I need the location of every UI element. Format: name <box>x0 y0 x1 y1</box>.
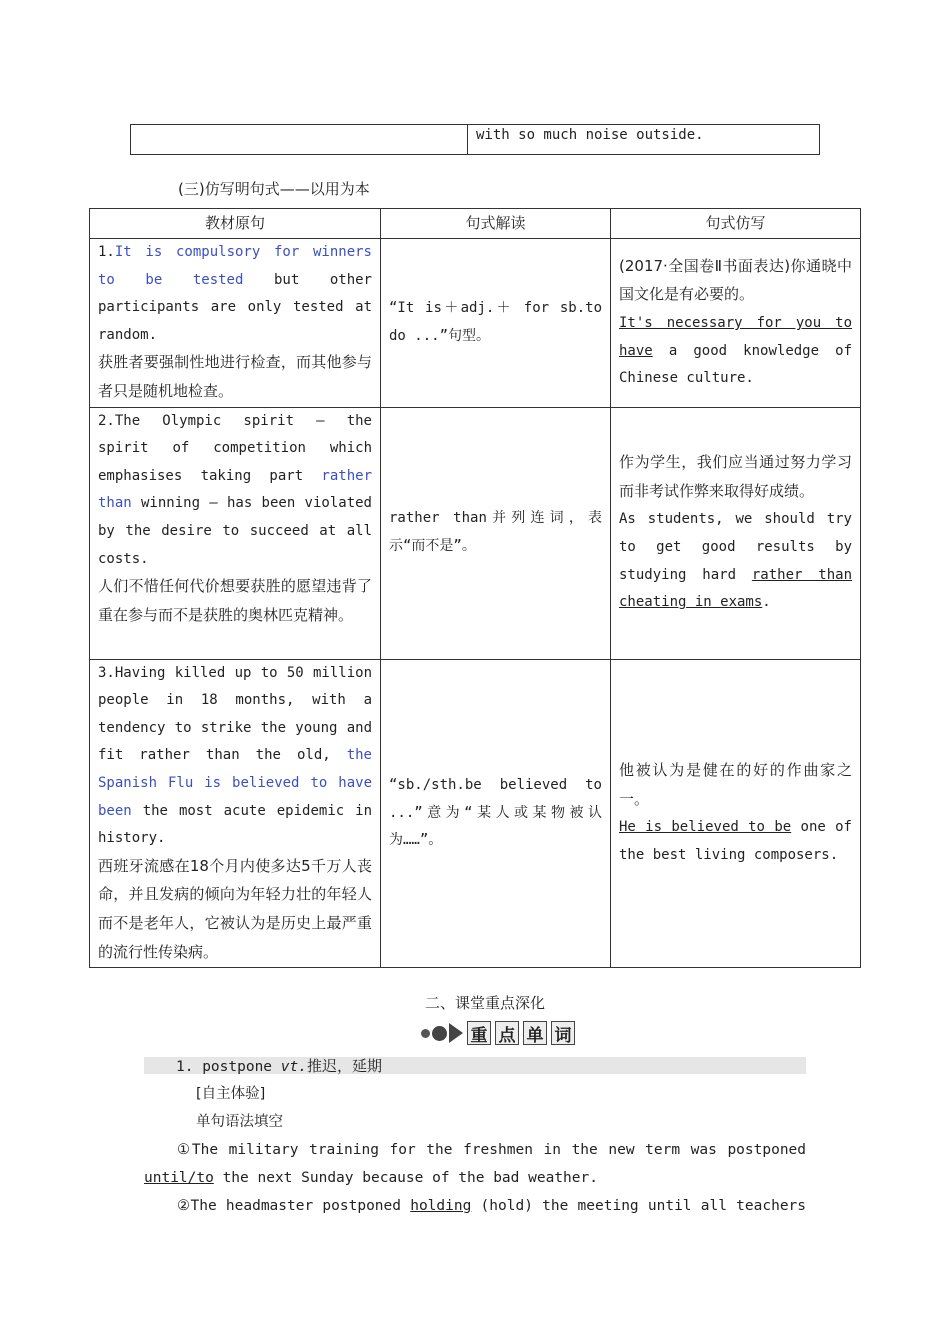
table-row <box>90 239 861 408</box>
highlighted-phrase: the Spanish Flu is believed to have been <box>98 747 372 819</box>
header-original: 教材原句 <box>90 209 381 239</box>
exercise-1-line2: until/to the next Sunday because of the bad weather. <box>144 1170 598 1186</box>
sentence-pattern-table <box>89 208 861 968</box>
key-words-banner <box>421 1021 575 1045</box>
answer-underline: It's necessary for you to have <box>619 314 852 359</box>
row2-imitate: 作为学生，我们应当通过努力学习而非考试作弊来取得好成绩。 As students, we should try to get good results by studying hard rather than cheating in exams. <box>611 407 861 659</box>
answer-underline: holding <box>410 1198 472 1214</box>
dot-large-icon <box>432 1026 447 1041</box>
top-table-right-cell: with so much noise outside. <box>468 125 820 155</box>
dot-small-icon <box>421 1029 430 1038</box>
row1-explain: “It is＋adj.＋ for sb.to do ...”句型。 <box>381 239 611 408</box>
answer-underline: rather than cheating in exams <box>619 566 852 611</box>
highlighted-phrase: It is compulsory for winners to be tested <box>98 244 372 288</box>
banner-char: 单 <box>523 1021 547 1045</box>
table-row <box>90 659 861 968</box>
top-table-left-cell <box>131 125 468 155</box>
triangle-arrow-icon <box>449 1023 463 1043</box>
banner-char: 重 <box>467 1021 491 1045</box>
table-header-row <box>90 209 861 239</box>
exercise-1-line1: ①The military training for the freshmen in the new term was postponed <box>177 1142 807 1158</box>
highlighted-phrase: rather than <box>98 467 372 512</box>
table-row <box>90 407 861 659</box>
banner-char: 词 <box>551 1021 575 1045</box>
row3-imitate: 他被认为是健在的好的作曲家之一。 He is believed to be one of the best living composers. <box>611 659 861 968</box>
part-of-speech: vt. <box>280 1059 307 1075</box>
exercise-2-line1: ②The headmaster postponed holding (hold) the meeting until all teachers <box>177 1198 807 1214</box>
exercise-type: 单句语法填空 <box>196 1114 283 1130</box>
row1-original: 1.It is compulsory for winners to be tested but other participants are only tested at random. 获胜者要强制性地进行检查，而其他参与者只是随机地检查。 <box>90 239 381 408</box>
banner-char: 点 <box>495 1021 519 1045</box>
row1-imitate: (2017·全国卷Ⅱ书面表达)你通晓中国文化是有必要的。 It's necessary for you to have a good knowledge of Chinese culture. <box>611 239 861 408</box>
answer-underline: He is believed to be <box>619 819 792 836</box>
header-imitate: 句式仿写 <box>611 209 861 239</box>
section-heading: (三)仿写明句式——以用为本 <box>178 180 370 198</box>
row2-original: 2.The Olympic spirit — the spirit of competition which emphasises taking part rather than winning — has been violated by the desire to succeed at all costs. 人们不惜任何代价想要获胜的愿望违背了重在参与而不是获胜的奥林匹克精神。 <box>90 407 381 659</box>
answer-underline: until/to <box>144 1170 214 1186</box>
header-explain: 句式解读 <box>381 209 611 239</box>
word-entry: 1. postpone vt.推迟，延期 <box>176 1057 382 1075</box>
headword: postpone <box>202 1059 273 1075</box>
word-meaning: 推迟，延期 <box>306 1057 382 1075</box>
row3-explain: “sb./sth.be believed to ...”意为“某人或某物被认为……”。 <box>381 659 611 968</box>
row3-original: 3.Having killed up to 50 million people in 18 months, with a tendency to strike the young and fit rather than the old, the Spanish Flu is believed to have been the most acute epidemic in history. 西班牙流感在18个月内使多达5千万人丧命，并且发病的倾向为年轻力壮的年轻人而不是老年人，它被认为是历史上最严重的流行性传染病。 <box>90 659 381 968</box>
section2-title: 二、课堂重点深化 <box>425 994 546 1012</box>
practice-label: [自主体验] <box>196 1086 266 1102</box>
top-partial-table <box>130 124 820 155</box>
row2-explain: rather than并列连词，表示“而不是”。 <box>381 407 611 659</box>
